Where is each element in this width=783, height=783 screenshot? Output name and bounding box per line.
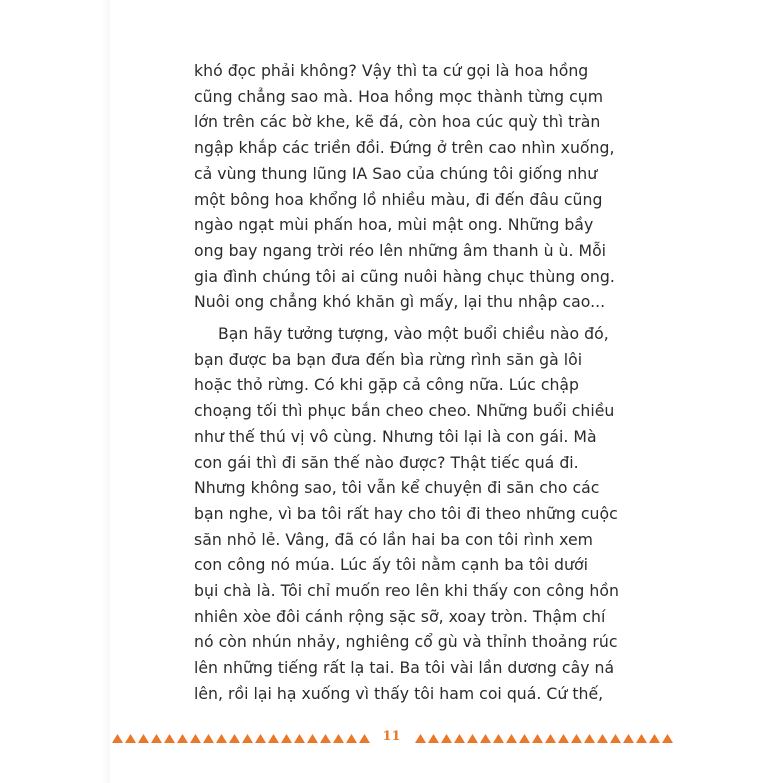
triangle-shape bbox=[623, 734, 634, 743]
triangle-shape bbox=[558, 734, 569, 743]
triangle-shape bbox=[428, 734, 439, 743]
triangle-shape bbox=[480, 734, 491, 743]
text-line: lên những tiếng rất lạ tai. Ba tôi vài lần dương cây ná bbox=[194, 658, 615, 678]
text-line: ngập khắp các triền đồi. Đứng ở trên cao nhìn xuống, bbox=[194, 138, 615, 158]
text-line: như thế thú vị vô cùng. Nhưng tôi lại là con gái. Mà bbox=[194, 426, 597, 446]
text-line: một bông hoa khổng lồ nhiều màu, đi đến đâu cũng bbox=[194, 189, 603, 209]
text-line: hoặc thỏ rừng. Có khi gặp cả công nữa. Lúc chập bbox=[194, 375, 580, 395]
text-line: săn nhỏ lẻ. Vâng, đã có lần hai ba con tôi rình xem bbox=[194, 529, 593, 549]
text-line: bạn nghe, vì ba tôi rất hay cho tôi đi theo những cuộc bbox=[194, 503, 618, 523]
triangle-shape bbox=[649, 734, 660, 743]
triangle-shape bbox=[636, 734, 647, 743]
text-line: choạng tối thì phục bắn cheo cheo. Những buổi chiều bbox=[194, 401, 615, 421]
text-line: bạn được ba bạn đưa đến bìa rừng rình săn gà lôi bbox=[194, 349, 583, 369]
triangle-shape bbox=[493, 734, 504, 743]
triangle-shape bbox=[519, 734, 530, 743]
text-line: bụi chà là. Tôi chỉ muốn reo lên khi thấy con công hồn bbox=[194, 581, 619, 601]
triangle-shape bbox=[441, 734, 452, 743]
triangle-shape bbox=[415, 734, 426, 743]
text-line: con gái thì đi săn thế nào được? Thật tiếc quá đi. bbox=[194, 452, 579, 472]
paragraph-2 bbox=[194, 321, 619, 707]
page-number: 11 bbox=[382, 729, 401, 744]
text-line: ong bay ngang trời réo lên những âm thanh ù ù. Mỗi bbox=[194, 240, 607, 260]
triangle-shape bbox=[545, 734, 556, 743]
body-text bbox=[194, 58, 619, 707]
text-line: khó đọc phải không? Vậy thì ta cứ gọi là hoa hồng bbox=[194, 61, 589, 80]
triangle-shape bbox=[532, 734, 543, 743]
text-line: cũng chẳng sao mà. Hoa hồng mọc thành từng cụm bbox=[194, 86, 604, 106]
triangle-border-right bbox=[413, 733, 673, 745]
text-line: cả vùng thung lũng IA Sao của chúng tôi giống như bbox=[194, 163, 598, 183]
paragraph-1 bbox=[194, 58, 615, 315]
triangle-shape bbox=[662, 734, 673, 743]
triangle-pattern-icon bbox=[413, 733, 673, 745]
triangle-shape bbox=[584, 734, 595, 743]
triangle-shape bbox=[610, 734, 621, 743]
text-line: Nhưng không sao, tôi vẫn kể chuyện đi săn cho các bbox=[194, 478, 600, 498]
text-line: nhiên xòe đôi cánh rộng sặc sỡ, xoay tròn. Thậm chí bbox=[194, 606, 606, 626]
triangle-shape bbox=[467, 734, 478, 743]
triangle-shape bbox=[597, 734, 608, 743]
text-line: lên, rồi lại hạ xuống vì thấy tôi ham coi quá. Cứ thế, bbox=[194, 683, 604, 703]
triangle-shape bbox=[506, 734, 517, 743]
page-footer bbox=[110, 727, 673, 749]
text-line: nó còn nhún nhảy, nghiêng cổ gù và thỉnh thoảng rúc bbox=[194, 632, 618, 652]
text-line: gia đình chúng tôi ai cũng nuôi hàng chục thùng ong. bbox=[194, 266, 615, 286]
text-line: Bạn hãy tưởng tượng, vào một buổi chiều nào đó, bbox=[218, 324, 609, 344]
text-line: con công nó múa. Lúc ấy tôi nằm cạnh ba tôi dưới bbox=[194, 555, 588, 575]
triangle-shape bbox=[454, 734, 465, 743]
text-line: lớn trên các bờ khe, kẽ đá, còn hoa cúc quỳ thì tràn bbox=[194, 112, 601, 132]
text-line: ngào ngạt mùi phấn hoa, mùi mật ong. Những bầy bbox=[194, 215, 594, 235]
triangle-shape bbox=[571, 734, 582, 743]
text-line: Nuôi ong chẳng khó khăn gì mấy, lại thu nhập cao... bbox=[194, 292, 606, 312]
